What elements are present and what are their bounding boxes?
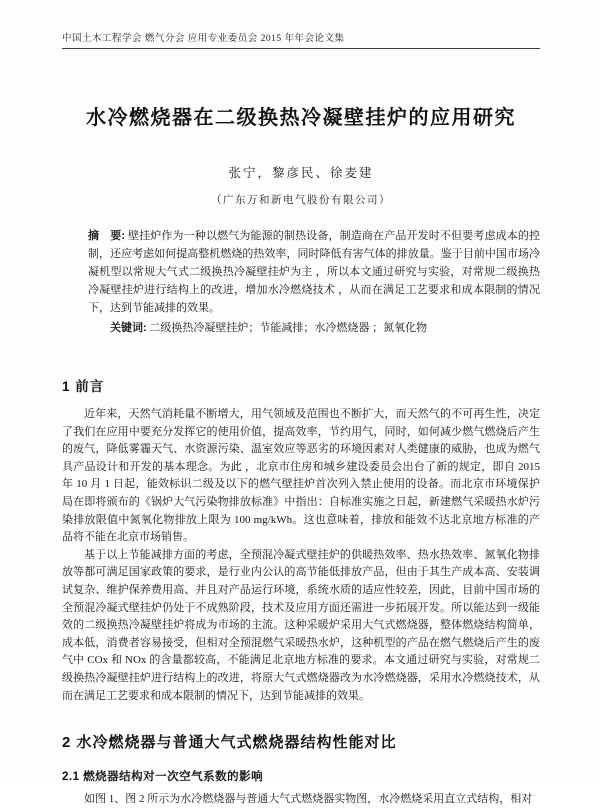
abstract-text: 壁挂炉作为一种以燃气为能源的制热设备，制造商在产品开发时不但要考虑成本的控制，还应考虑如何提高整机燃烧的热效率，同时降低有害气体的排放量。鉴于目前中国市场冷凝机型以常规大气式二级换热冷凝壁挂炉为主 ，所以本文通过研究与实验，对常规二级换热冷凝壁挂炉进行结构上的改进，增加水冷燃烧技术 ，从而在满足工艺要求和成本限制的情况下，达到节能减排的效果。 [88,230,541,314]
keywords-label: 关键词: [110,322,147,334]
keywords-text: 二级换热冷凝壁挂炉；节能减排；水冷燃烧器 ；氮氧化物 [149,322,428,334]
abstract-label: 摘 要: [88,230,126,242]
keywords-paragraph [88,317,540,337]
abstract-paragraph [88,227,540,317]
authors-line: 张宁，黎彦民、徐麦建 [228,166,374,180]
page-header [62,30,540,49]
section-1-paragraph-2: 基于以上节能减排方面的考虑，全预混冷凝式壁挂炉的供暖热效率、热水热效率、氮氧化物排放等都可满足国家政策的要求，是行业内公认的高节能低排放产品，但由于其生产成本高、安装调试复杂、维护保养费用高、并且对产品运行环境，系统水质的适应性较差，因此，目前中国市场的全预混冷凝式壁挂炉仍处于不成熟阶段，技术及应用方面还需进一步拓展开发。所以能达到一级能效的二级换热冷凝壁挂炉将成为市场的主流。这种采暖炉采用大气式燃烧器，整体燃烧结构简单，成本低，消费者容易接受，但相对全预混燃气采暖热水炉，这种机型的产品在燃气燃烧后产生的废气中 COx 和 NOx 的含量都较高，不能满足北京地方标准的要求。本文通过研究与实验，对常规二级换热冷凝壁挂炉进行结构上的改进，将原大气式燃烧器改为水冷燃烧器，采用水冷燃烧技术，从而在满足工艺要求和成本限制的情况下，达到节能减排的效果。 [62,548,540,702]
section-1-paragraph-1: 近年来，天然气消耗量不断增大，用气领域及范围也不断扩大，而天然气的不可再生性，决定了我们在应用中要充分发挥它的使用价值，提高效率，节约用气，同时，如何减少燃气燃烧后产生的废气，降低雾霾天气、水资源污染、温室效应等恶劣的环境因素对人类健康的威胁，也成为燃气具产品设计和开发的基本理念。为此 ，北京市住房和城乡建设委员会出台了新的规定，即自 2015 年 10 月 1 日起，能效标识二级及以下的燃气壁挂炉首次列入禁止使用的设备。而北京市环境保护局在即将颁布的《锅炉大气污染物排放标准》中指出：自标准实施之日起，新建燃气采暖热水炉污染排放限值中氮氧化物排放上限为 100 mg/kWh。这也意味着，排放和能效不达北京地方标准的产品将不能在北京市场销售。 [62,408,540,544]
section-1-heading: 1 前言 [62,379,105,394]
section-2-1-paragraph-1: 如图 1、图 2 所示为水冷燃烧器与普通大气式燃烧器实物图，水冷燃烧采用直立式结构，相对 [84,793,533,806]
proceedings-header-text: 中国土木工程学会 燃气分会 应用专业委员会 2015 年年会论文集 [62,34,345,44]
affiliation-line: （广东万和新电气股份有限公司） [211,195,391,206]
section-2-1-heading: 2.1 燃烧器结构对一次空气系数的影响 [62,771,264,784]
paper-title: 水冷燃烧器在二级换热冷凝壁挂炉的应用研究 [86,107,516,129]
section-2-heading: 2 水冷燃烧器与普通大气式燃烧器结构性能对比 [62,734,397,752]
